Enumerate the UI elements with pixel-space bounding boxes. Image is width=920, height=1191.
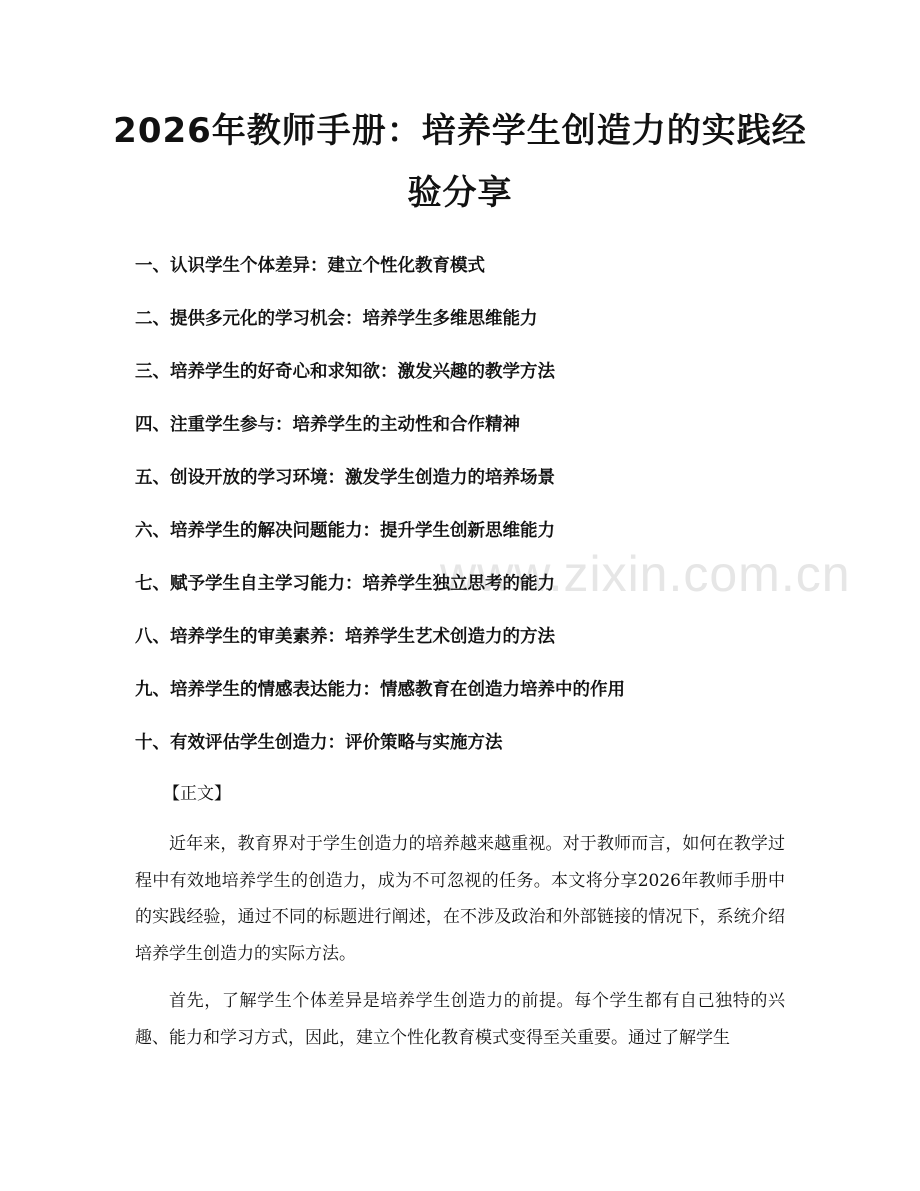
document-title: 2026年教师手册：培养学生创造力的实践经验分享 [113, 111, 807, 213]
body-paragraph: 近年来，教育界对于学生创造力的培养越来越重视。对于教师而言，如何在教学过程中有效地培养学生的创造力，成为不可忽视的任务。本文将分享2026年教师手册中的实践经验，通过不同的标题进行阐述，在不涉及政治和外部链接的情况下，系统介绍培养学生创造力的实际方法。 [135, 834, 785, 964]
section-label: 【正文】 [163, 784, 231, 804]
toc-item: 四、注重学生参与：培养学生的主动性和合作精神 [135, 415, 520, 435]
toc-item: 六、培养学生的解决问题能力：提升学生创新思维能力 [135, 521, 555, 541]
watermark: www.zixin.com.cn [440, 546, 851, 602]
toc-item: 二、提供多元化的学习机会：培养学生多维思维能力 [135, 309, 538, 329]
toc-item: 九、培养学生的情感表达能力：情感教育在创造力培养中的作用 [135, 680, 625, 700]
toc-item: 七、赋予学生自主学习能力：培养学生独立思考的能力 [135, 574, 555, 594]
table-of-contents [135, 246, 815, 776]
toc-item: 三、培养学生的好奇心和求知欲：激发兴趣的教学方法 [135, 362, 555, 382]
toc-item: 十、有效评估学生创造力：评价策略与实施方法 [135, 733, 503, 753]
toc-item: 八、培养学生的审美素养：培养学生艺术创造力的方法 [135, 627, 555, 647]
body-paragraph: 首先，了解学生个体差异是培养学生创造力的前提。每个学生都有自己独特的兴趣、能力和学习方式，因此，建立个性化教育模式变得至关重要。通过了解学生 [135, 991, 785, 1048]
toc-item: 五、创设开放的学习环境：激发学生创造力的培养场景 [135, 468, 555, 488]
toc-item: 一、认识学生个体差异：建立个性化教育模式 [135, 256, 485, 276]
